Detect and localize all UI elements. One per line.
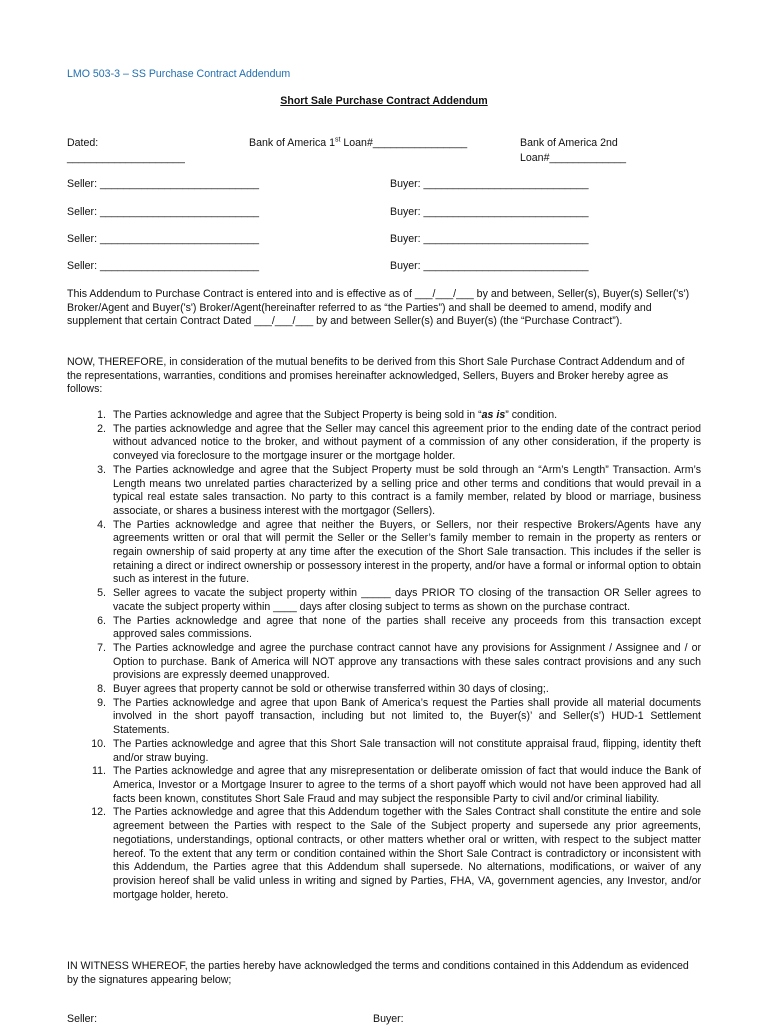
clause-number: 5. (97, 587, 106, 600)
seller-line: Seller: ___________________________ (67, 178, 260, 190)
clause-item (67, 697, 701, 738)
whereas-paragraph: NOW, THEREFORE, in consideration of the mutual benefits to be derived from this Short Sale Purchase Contract Addendum and of the representations, warranties, conditions and promises hereinafter acknowledged, Sellers, Buyers and Broker hereby agree as follows: (67, 356, 685, 396)
clause-item (67, 423, 701, 464)
clause-number: 3. (97, 463, 106, 476)
clause-text: The Parties acknowledge and agree that this Addendum together with the Sales Contract shall constitute the entire and sole agreement between the Parties with respect to the Sale of the Subject property and supersede any prior agreements, negotiations, understandings, optional contracts, or other matters whether oral or written, with respect to the subject matter hereof. To the extent that any term or condition contained within the Short Sale Contract is contradictory or inconsistent with this Addendum, the Parties agree that this Addendum shall supersede. No alternations, modifications, or waiver of any provision hereof shall be valid unless in writing and signed by Parties, FHA, VA, government agencies, any Investor, and/or mortgage holder, hereto. (113, 806, 701, 901)
buyer-line: Buyer: ____________________________ (390, 178, 589, 190)
clause-text: The Parties acknowledge and agree that any misrepresentation or deliberate omission of fact that would induce the Bank of America, Investor or a Mortgage Insurer to agree to the terms of a short payoff which would not have been approved had all facts been known, constitutes Short Sale Fraud and may subject the responsible Party to civil and/or criminal liability. (113, 765, 701, 805)
clause-number: 10. (91, 737, 106, 750)
clause-text: The Parties acknowledge and agree that none of the parties shall receive any proceeds from this transaction except approved sales commissions. (113, 614, 701, 641)
intro-paragraph: This Addendum to Purchase Contract is entered into and is effective as of ___/___/___ by and between, Seller(s), Buyer(s) Seller('s') Broker/Agent and Buyer('s') Broker/Agent(hereinafter referred to as “the Parties”) and shall be deemed to amend, modify and supplement that certain Contract Dated ___/___/___ by and between Seller(s) and Buyer(s) (the “Purchase Contract”). (67, 288, 690, 328)
clause-list (67, 409, 701, 902)
clause-item (67, 615, 701, 642)
clause-text: The Parties acknowledge and agree the purchase contract cannot have any provisions for Assignment / Assignee and / or Option to purchase. Bank of America will NOT approve any transactions with these sales contract provisions and any such provisions are expressly deemed unapproved. (113, 641, 701, 682)
clause-text: The Parties acknowledge and agree that this Short Sale transaction will not constitute appraisal fraud, flipping, identity theft and/or straw buying. (113, 737, 701, 764)
clause-number: 8. (97, 683, 106, 696)
seller-line: Seller: ___________________________ (67, 206, 260, 218)
second-loan-field: Loan#_____________ (520, 152, 627, 164)
clause-item (67, 642, 701, 683)
seller-line: Seller: ___________________________ (67, 233, 260, 245)
dated-label: Dated: (67, 137, 99, 149)
form-reference: LMO 503-3 – SS Purchase Contract Addendum (67, 68, 291, 80)
clause-item (67, 464, 701, 519)
as-is-emphasis: as is (481, 409, 506, 421)
signature-buyer-label: Buyer: (373, 1013, 404, 1025)
clause-number: 4. (97, 518, 106, 531)
clause-item (67, 806, 701, 902)
first-loan-ordinal: st (334, 136, 341, 144)
first-loan-field (249, 137, 467, 151)
clause-item (67, 519, 701, 588)
witness-paragraph: IN WITNESS WHEREOF, the parties hereby have acknowledged the terms and conditions contained in this Addendum as evidenced by the signatures appearing below; (67, 960, 689, 986)
clause-item (67, 683, 701, 697)
clause-item (67, 765, 701, 806)
clause-text: The Parties acknowledge and agree that neither the Buyers, or Sellers, nor their respective Brokers/Agents have any agreements written or oral that will permit the Seller or the Seller’s family member to remain in the property as renters or regain ownership of said property at any time after the execution of the Short Sale transaction. This includes if the seller is retaining a direct or indirect ownership or possessory interest in the property, and/or have a formal or informal option to obtain such as interest in the future. (113, 518, 701, 586)
clause-text: The Parties acknowledge and agree that the Subject Property is being sold in “ (113, 409, 482, 421)
clause-number: 1. (97, 409, 106, 421)
clause-item (67, 738, 701, 765)
dated-blank-line: ____________________ (67, 152, 185, 164)
clause-number: 7. (97, 641, 106, 654)
clause-item (67, 587, 701, 614)
clause-item (67, 409, 701, 423)
first-loan-post: Loan#________________ (340, 137, 468, 149)
clause-text: The parties acknowledge and agree that the Seller may cancel this agreement prior to the ending date of the contract period without advanced notice to the broker, and without payment of a commission of any other consideration, if the property is conveyed via foreclosure to the mortgage insurer or the mortgage holder. (113, 422, 701, 463)
clause-text: The Parties acknowledge and agree that the Subject Property must be sold through an “Arm’s Length” Transaction. Arm’s Length means two unrelated parties characterized by a selling price and other terms and conditions that would prevail in a typical real estate sales transaction. No party to this contract is a family member, related by blood or marriage, business associate, or shares a business interest with the mortgagor (Sellers). (113, 463, 701, 517)
clause-number: 11. (92, 765, 106, 778)
first-loan-pre: Bank of America 1 (249, 137, 335, 149)
clause-text: The Parties acknowledge and agree that upon Bank of America’s request the Parties shall provide all material documents involved in the short payoff transaction, including but not limited to, the Buyer(s)’ and Seller(s’) HUD-1 Settlement Statements. (113, 696, 701, 737)
signature-seller-label: Seller: (67, 1013, 98, 1025)
second-loan-label: Bank of America 2nd (520, 137, 618, 149)
seller-line: Seller: ___________________________ (67, 260, 260, 272)
buyer-line: Buyer: ____________________________ (390, 206, 589, 218)
document-title: Short Sale Purchase Contract Addendum (280, 95, 488, 107)
buyer-line: Buyer: ____________________________ (390, 233, 589, 245)
clause-text: Buyer agrees that property cannot be sold or otherwise transferred within 30 days of closing;. (113, 683, 549, 696)
clause-text: ” condition. (505, 409, 558, 421)
clause-number: 6. (97, 614, 106, 627)
clause-number: 9. (97, 696, 106, 709)
clause-number: 2. (97, 422, 106, 435)
clause-text: Seller agrees to vacate the subject property within _____ days PRIOR TO closing of the transaction OR Seller agrees to vacate the subject property within ____ days after closing subject to terms as shown on the purchase contract. (113, 587, 701, 613)
clause-number: 12. (91, 806, 106, 819)
buyer-line: Buyer: ____________________________ (390, 260, 589, 272)
